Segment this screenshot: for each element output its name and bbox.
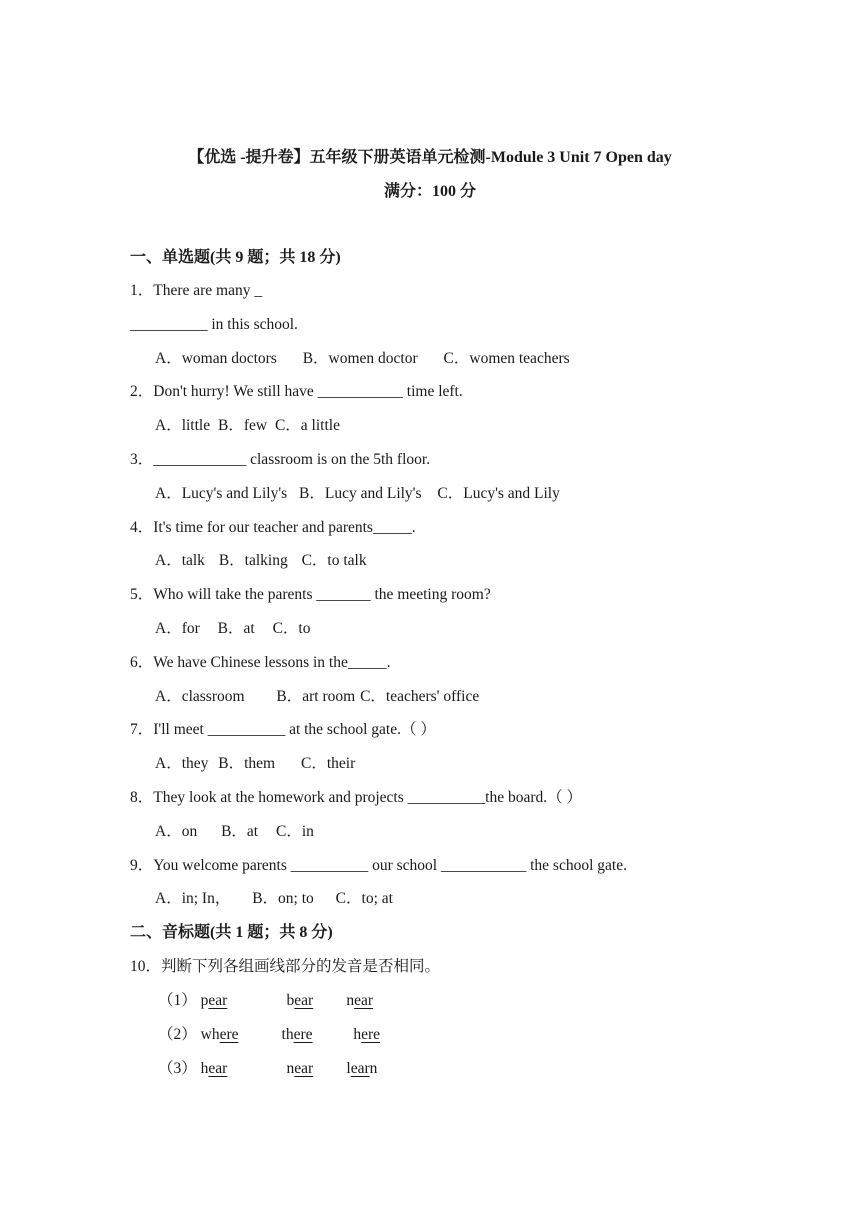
question-5: 5．Who will take the parents _______ the meeting room? — [130, 586, 491, 603]
full-score: 满分：100 分 — [383, 183, 476, 200]
question-7-options — [155, 753, 355, 775]
underlined-part: ear — [350, 1060, 370, 1077]
word: there — [281, 1026, 313, 1043]
word: hear — [200, 1060, 228, 1077]
group-number: （3） — [158, 1060, 197, 1077]
option-a[interactable]: A．woman doctors — [155, 350, 277, 367]
question-6: 6．We have Chinese lessons in the_____. — [130, 654, 391, 671]
option-a[interactable]: A．they — [155, 755, 209, 772]
option-a[interactable]: A．classroom — [155, 688, 245, 705]
option-b[interactable]: B．art room — [276, 688, 356, 705]
question-10: 10．判断下列各组画线部分的发音是否相同。 — [130, 958, 441, 975]
underlined-part: ere — [219, 1026, 239, 1043]
question-9-options — [155, 888, 393, 910]
question-1-options — [155, 348, 570, 370]
word: bear — [286, 992, 314, 1009]
option-c[interactable]: C．to talk — [301, 552, 367, 569]
underlined-part: ear — [208, 1060, 228, 1077]
question-3-options — [155, 483, 560, 505]
underlined-part: ear — [294, 992, 314, 1009]
question-9: 9．You welcome parents __________ our school ___________ the school gate. — [130, 857, 627, 874]
option-c[interactable]: C．in — [275, 823, 314, 840]
question-5-options — [155, 618, 310, 640]
group-number: （2） — [158, 1026, 197, 1043]
section-heading-phonetics: 二、音标题(共 1 题；共 8 分) — [130, 924, 333, 941]
option-a[interactable]: A．little — [155, 417, 211, 434]
question-4-options — [155, 550, 367, 572]
option-b[interactable]: B．talking — [218, 552, 288, 569]
option-c[interactable]: C．teachers' office — [360, 688, 480, 705]
question-2: 2．Don't hurry! We still have ___________ time left. — [130, 383, 463, 400]
question-8: 8．They look at the homework and projects __________the board.（ ） — [130, 789, 582, 806]
option-c[interactable]: C．to; at — [335, 890, 393, 907]
option-b[interactable]: B．at — [217, 620, 255, 637]
option-b[interactable]: B．on; to — [252, 890, 314, 907]
question-6-options — [155, 686, 479, 708]
question-7: 7．I'll meet __________ at the school gate.（ ） — [130, 721, 436, 738]
underlined-part: ear — [354, 992, 374, 1009]
word-group-3 — [158, 1058, 377, 1080]
word-group-1 — [158, 990, 373, 1012]
section-heading-single-choice: 一、单选题(共 9 题；共 18 分) — [130, 249, 341, 266]
option-c[interactable]: C．their — [300, 755, 356, 772]
group-number: （1） — [158, 992, 197, 1009]
word: here — [353, 1026, 381, 1043]
option-b[interactable]: B．them — [218, 755, 276, 772]
word: learn — [346, 1060, 378, 1077]
word: pear — [200, 992, 228, 1009]
option-a[interactable]: A．talk — [155, 552, 205, 569]
underlined-part: ere — [293, 1026, 313, 1043]
word-group-2 — [158, 1024, 380, 1046]
underlined-part: ere — [361, 1026, 381, 1043]
word: near — [286, 1060, 314, 1077]
question-4: 4．It's time for our teacher and parents_____. — [130, 519, 416, 536]
word: near — [346, 992, 374, 1009]
question-2-options — [155, 415, 340, 437]
page-title: 【优选 -提升卷】五年级下册英语单元检测-Module 3 Unit 7 Open day — [188, 149, 672, 166]
option-b[interactable]: B．Lucy and Lily's — [299, 485, 422, 502]
question-3: 3．____________ classroom is on the 5th floor. — [130, 451, 431, 468]
underlined-part: ear — [208, 992, 228, 1009]
option-c[interactable]: C．women teachers — [443, 350, 570, 367]
option-a[interactable]: A．in; In， — [155, 890, 231, 907]
option-a[interactable]: A．Lucy's and Lily's — [155, 485, 288, 502]
option-c[interactable]: C．Lucy's and Lily — [437, 485, 560, 502]
option-b[interactable]: B．women doctor — [302, 350, 418, 367]
option-c[interactable]: C．a little — [274, 417, 340, 434]
question-1: 1．There are many _ — [130, 282, 263, 299]
option-c[interactable]: C．to — [272, 620, 311, 637]
option-b[interactable]: B．at — [221, 823, 259, 840]
underlined-part: ear — [294, 1060, 314, 1077]
option-a[interactable]: A．on — [155, 823, 198, 840]
word: where — [200, 1026, 239, 1043]
question-8-options — [155, 821, 314, 843]
question-1-continued: __________ in this school. — [130, 316, 298, 333]
option-b[interactable]: B．few — [217, 417, 268, 434]
option-a[interactable]: A．for — [155, 620, 200, 637]
